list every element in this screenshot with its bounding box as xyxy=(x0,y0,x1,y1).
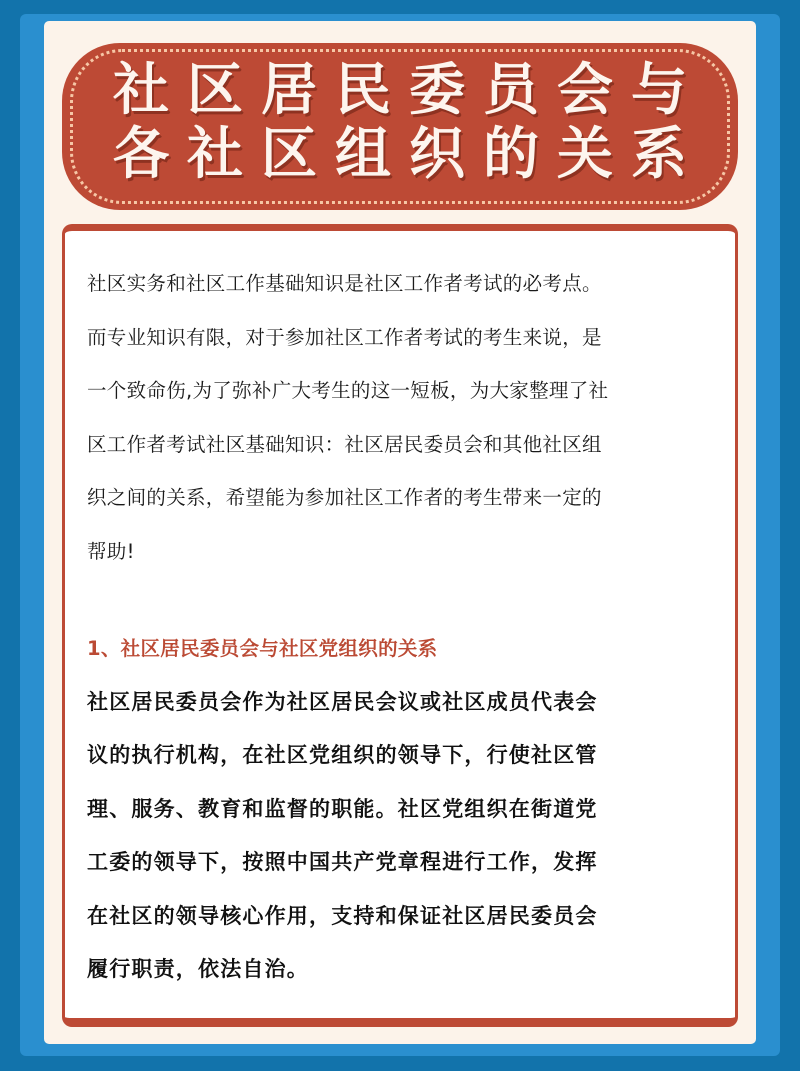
intro-line: 而专业知识有限，对于参加社区工作者考试的考生来说，是 xyxy=(87,325,602,349)
title-line-2: 各社区组织的关系 xyxy=(113,122,705,187)
intro-line: 社区实务和社区工作基础知识是社区工作者考试的必考点。 xyxy=(87,272,602,295)
article-body xyxy=(87,257,717,997)
section-line: 社区居民委员会作为社区居民会议或社区成员代表会 xyxy=(87,689,598,714)
section-heading: 1、社区居民委员会与社区党组织的关系 xyxy=(87,637,438,660)
section-line: 理、服务、教育和监督的职能。社区党组织在街道党 xyxy=(87,796,598,821)
section-line: 在社区的领导核心作用，支持和保证社区居民委员会 xyxy=(87,903,598,928)
title-line-1: 社区居民委员会与 xyxy=(113,58,705,123)
page-title xyxy=(62,59,738,187)
intro-paragraph xyxy=(87,257,717,578)
title-banner xyxy=(62,43,738,210)
intro-line: 织之间的关系，希望能为参加社区工作者的考生带来一定的 xyxy=(87,486,602,509)
intro-line: 一个致命伤,为了弥补广大考生的这一短板，为大家整理了社 xyxy=(87,379,609,402)
intro-line: 帮助! xyxy=(87,539,135,563)
section-line: 履行职责，依法自治。 xyxy=(87,957,309,981)
content-card xyxy=(62,224,738,1027)
section-line: 议的执行机构，在社区党组织的领导下，行使社区管 xyxy=(87,743,598,767)
section-line: 工委的领导下，按照中国共产党章程进行工作，发挥 xyxy=(87,850,598,874)
intro-line: 区工作者考试社区基础知识：社区居民委员会和其他社区组 xyxy=(87,432,602,456)
section-paragraph xyxy=(87,676,717,997)
